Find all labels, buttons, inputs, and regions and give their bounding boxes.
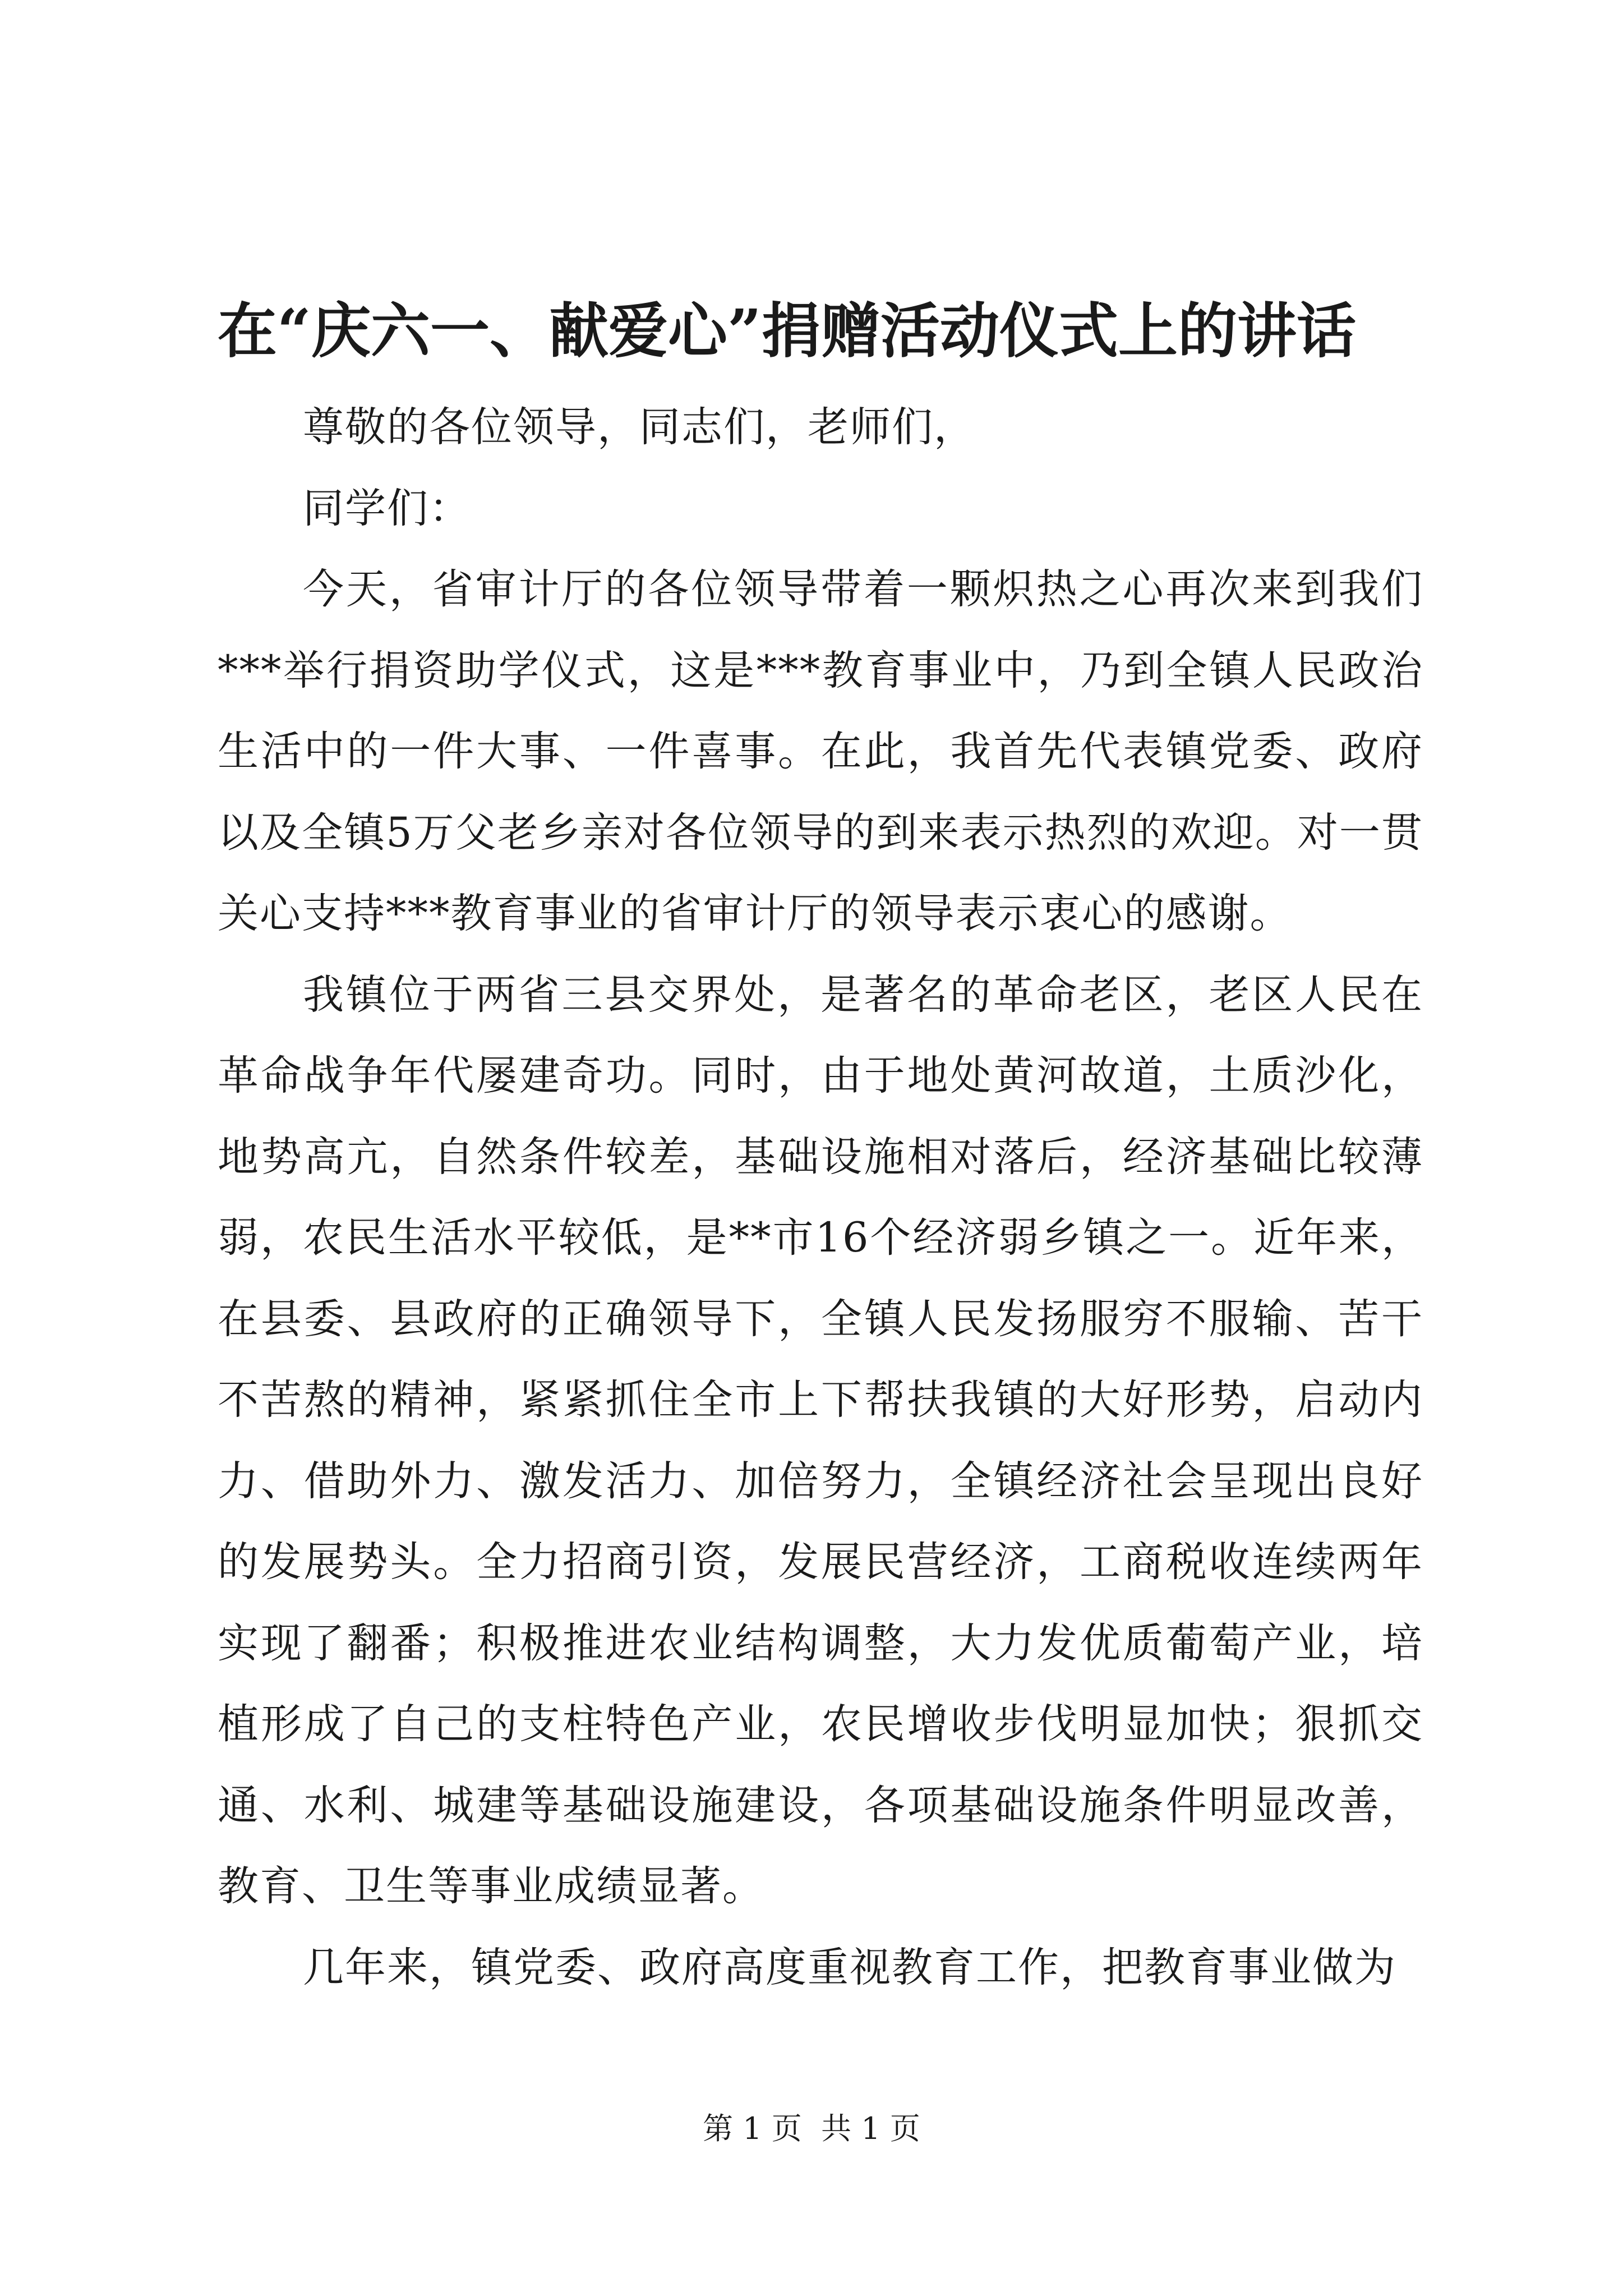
greeting-continuation: 同学们：: [303, 484, 471, 532]
page-footer: [0, 2106, 1623, 2151]
document-title: 在“庆六一、献爱心”捐赠活动仪式上的讲话: [218, 296, 1356, 366]
body-paragraph: 今天，省审计厅的各位领导带着一颗炽热之心再次来到我们***举行捐资助学仪式，这是***教育事业中，乃到全镇人民政治生活中的一件大事、一件喜事。在此，我首先代表镇党委、政府以及全镇5万父老乡亲对各位领导的到来表示热烈的欢迎。对一贯关心支持***教育事业的省审计厅的领导表示衷心的感谢。: [218, 565, 1423, 937]
page-number: 第 1 页 共 1 页: [703, 2111, 920, 2146]
document-body: [218, 387, 1423, 2008]
body-paragraph: 几年来，镇党委、政府高度重视教育工作，把教育事业做为: [303, 1943, 1396, 1991]
body-paragraph: 我镇位于两省三县交界处，是著名的革命老区，老区人民在革命战争年代屡建奇功。同时，由于地处黄河故道，土质沙化，地势高亢，自然条件较差，基础设施相对落后，经济基础比较薄弱，农民生活水平较低，是**市16个经济弱乡镇之一。近年来，在县委、县政府的正确领导下，全镇人民发扬服穷不服输、苦干不苦熬的精神，紧紧抓住全市上下帮扶我镇的大好形势，启动内力、借助外力、激发活力、加倍努力，全镇经济社会呈现出良好的发展势头。全力招商引资，发展民营经济，工商税收连续两年实现了翻番；积极推进农业结构调整，大力发优质葡萄产业，培植形成了自己的支柱特色产业，农民增收步伐明显加快；狠抓交通、水利、城建等基础设施建设，各项基础设施条件明显改善，教育、卫生等事业成绩显著。: [218, 970, 1423, 1910]
greeting-paragraph: 尊敬的各位领导，同志们，老师们，: [303, 403, 976, 451]
